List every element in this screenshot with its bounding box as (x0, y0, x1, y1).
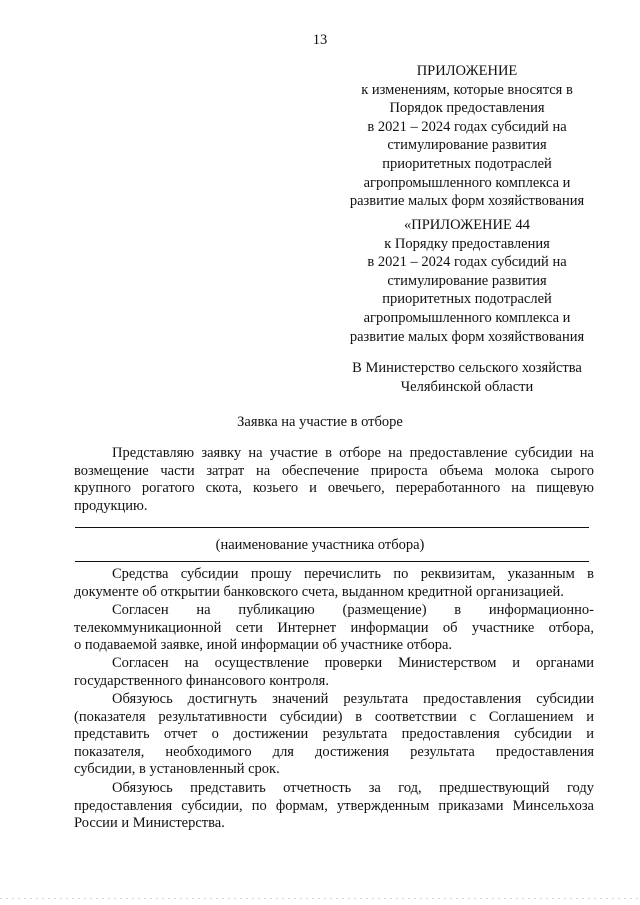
requisites-paragraph (74, 566, 594, 601)
recipient-line: Челябинской области (400, 378, 534, 395)
appendix-header (340, 62, 594, 211)
publication-consent-paragraph (74, 602, 594, 655)
appendix-line: к изменениям, которые вносятся в (361, 81, 573, 98)
appendix-line: агропромышленного комплекса и (363, 174, 571, 191)
appendix-line: ПРИЛОЖЕНИЕ (416, 63, 518, 79)
intro-line: продукцию. (74, 497, 148, 514)
page-number: 13 (312, 32, 328, 48)
appendix-44-line: «ПРИЛОЖЕНИЕ 44 (404, 217, 530, 233)
appendix-line: развитие малых форм хозяйствования (349, 193, 585, 210)
appendix-44-header (340, 216, 594, 346)
paragraph-line: субсидии, в установленный срок. (74, 761, 280, 778)
paragraph-line: Согласен на осуществление проверки Министерством и органами (112, 655, 594, 671)
paragraph-line: Обязуюсь достигнуть значений результата предоставления субсидии (112, 691, 594, 707)
inspection-consent-paragraph (74, 655, 594, 690)
recipient-block (330, 359, 604, 396)
paragraph-line: предоставления субсидии, по формам, утвержденным приказами Минсельхоза (74, 797, 594, 814)
paragraph-line: показателя, необходимого для достижения результата предоставления (74, 743, 594, 760)
participant-name-caption: (наименование участника отбора) (215, 537, 425, 553)
paragraph-line: Средства субсидии прошу перечислить по реквизитам, указанным в (112, 566, 594, 582)
intro-line: Представляю заявку на участие в отборе на предоставление субсидии на (112, 445, 594, 461)
intro-paragraph (74, 445, 594, 515)
recipient-line: В Министерство сельского хозяйства (352, 360, 582, 376)
result-obligation-paragraph (74, 691, 594, 779)
separator-line (75, 561, 589, 562)
document-title: Заявка на участие в отборе (237, 414, 403, 430)
appendix-44-line: в 2021 – 2024 годах субсидий на (367, 254, 567, 271)
appendix-line: в 2021 – 2024 годах субсидий на (367, 118, 567, 135)
participant-name-line (75, 527, 589, 528)
appendix-44-line: стимулирование развития (387, 272, 547, 289)
intro-line: крупного рогатого скота, козьего и овечьего, переработанного на пищевую (74, 480, 594, 497)
paragraph-line: (показателя результативности субсидии) в соответствии с Соглашением и (74, 708, 594, 725)
paragraph-line: документе об открытии банковского счета, выданном кредитной организацией. (74, 583, 564, 600)
paragraph-line: государственного финансового контроля. (74, 672, 329, 689)
paragraph-line: Согласен на публикацию (размещение) в информационно- (112, 602, 594, 618)
appendix-line: стимулирование развития (387, 137, 547, 154)
appendix-44-line: приоритетных подотраслей (382, 291, 552, 308)
appendix-44-line: развитие малых форм хозяйствования (349, 328, 585, 345)
scan-edge-artifact (0, 898, 640, 899)
appendix-44-line: агропромышленного комплекса и (363, 309, 571, 326)
paragraph-line: России и Министерства. (74, 815, 225, 832)
paragraph-line: телекоммуникационной сети Интернет информации об участнике отбора, (74, 619, 594, 636)
paragraph-line: представить отчет о достижении результата предоставления субсидии и (74, 726, 594, 743)
paragraph-line: Обязуюсь представить отчетность за год, предшествующий году (112, 780, 594, 796)
paragraph-line: о подаваемой заявке, иной информации об участнике отбора. (74, 637, 453, 654)
reporting-obligation-paragraph (74, 780, 594, 833)
appendix-line: Порядок предоставления (389, 100, 545, 117)
appendix-44-line: к Порядку предоставления (384, 235, 550, 252)
appendix-line: приоритетных подотраслей (382, 155, 552, 172)
intro-line: возмещение части затрат на обеспечение прироста объема молока сырого (74, 462, 594, 479)
